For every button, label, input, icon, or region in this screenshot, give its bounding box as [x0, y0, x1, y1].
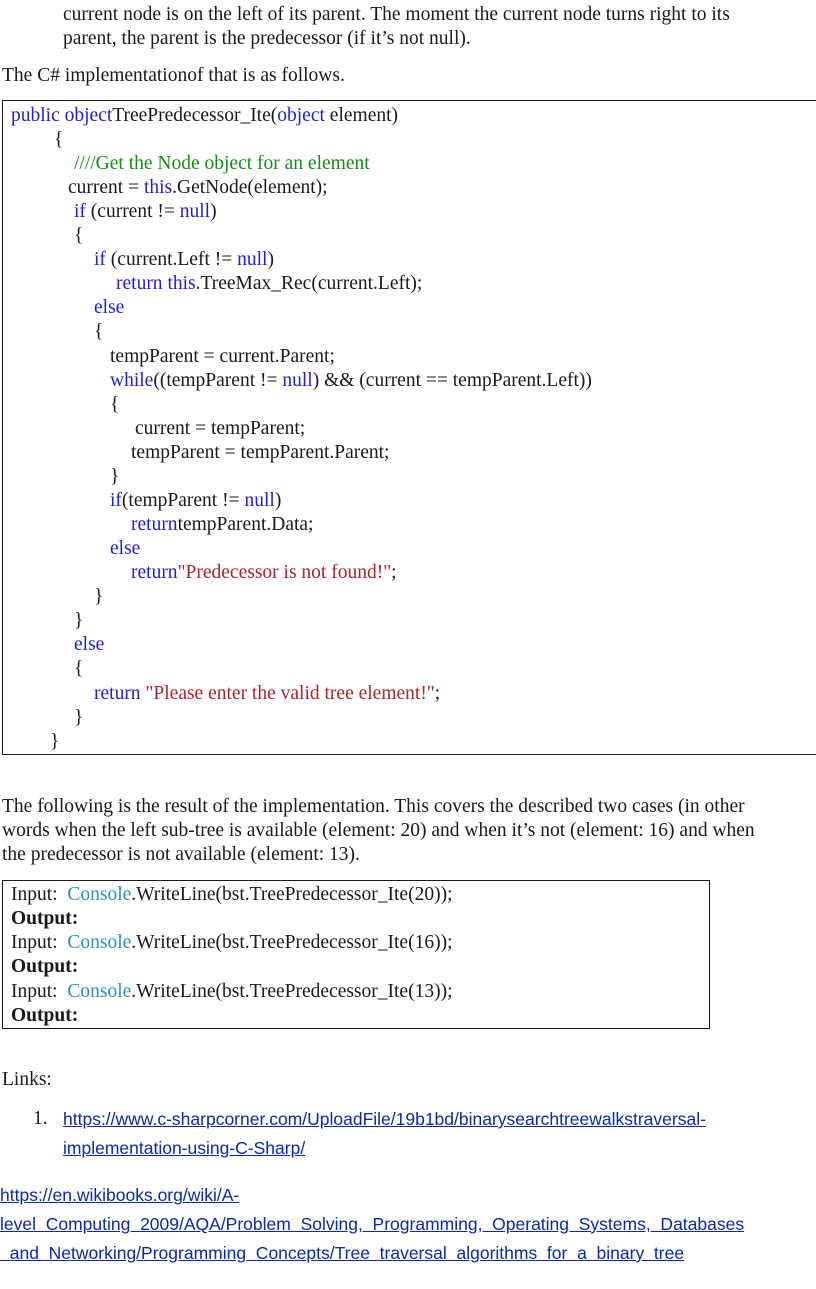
link-wikibooks-line-1[interactable]: https://en.wikibooks.org/wiki/A-: [0, 1185, 240, 1205]
keyword: public: [11, 105, 60, 126]
code-line: {: [94, 321, 104, 342]
string-literal: "Predecessor is not found!": [177, 562, 392, 583]
code-line: [131, 561, 397, 585]
code-text: .WriteLine(bst.TreePredecessor_Ite(13));: [131, 981, 453, 1002]
io-input-line: [11, 883, 452, 907]
code-text: ((tempParent !=: [153, 370, 283, 391]
keyword: return: [131, 514, 178, 535]
keyword: while: [110, 370, 154, 391]
io-output-label: Output:: [11, 956, 79, 977]
input-label: Input:: [11, 981, 68, 1002]
intro-line-2: parent, the parent is the predecessor (if it’s not null).: [63, 28, 471, 49]
keyword: if: [74, 201, 86, 222]
result-line-3: the predecessor is not available (element: 13).: [2, 844, 360, 865]
list-item-number: 1.: [33, 1108, 48, 1129]
code-text: ): [267, 249, 274, 270]
string-literal: "Please enter the valid tree element!": [140, 683, 435, 704]
code-text: .GetNode(element);: [172, 177, 328, 198]
code-line: [110, 369, 592, 393]
code-line: [74, 200, 217, 224]
code-line: }: [50, 731, 60, 752]
link-wikibooks-line-3[interactable]: and Networking/Programming Concepts/Tree traversal algorithms for a binary tree: [0, 1243, 685, 1263]
code-line: [110, 489, 281, 513]
links-heading: Links:: [2, 1069, 52, 1090]
code-comment: ////Get the Node object for an element: [74, 153, 370, 174]
code-text: element): [324, 105, 399, 126]
keyword: object: [277, 105, 325, 126]
code-line: tempParent = current.Parent;: [110, 346, 335, 367]
code-text: ): [210, 201, 217, 222]
code-line: [11, 104, 398, 128]
code-line: {: [74, 225, 84, 246]
link-c-sharpcorner-line-1[interactable]: https://www.c-sharpcorner.com/UploadFile/19b1bd/binarysearchtreewalkstraversal-: [63, 1109, 706, 1129]
code-line: tempParent = tempParent.Parent;: [131, 442, 390, 463]
code-text: (tempParent !=: [121, 490, 245, 511]
input-label: Input:: [11, 884, 68, 905]
keyword: if: [94, 249, 106, 270]
keyword: this: [162, 273, 196, 294]
class-name: Console: [67, 932, 132, 953]
input-label: Input:: [11, 932, 68, 953]
result-line-2: words when the left sub-tree is available (element: 20) and when it’s not (element: 16) and when: [2, 820, 755, 841]
code-line: current = tempParent;: [135, 418, 306, 439]
keyword: return: [116, 273, 163, 294]
code-text: .WriteLine(bst.TreePredecessor_Ite(20));: [131, 884, 453, 905]
code-text: TreePredecessor_Ite(: [112, 105, 278, 126]
keyword: object: [59, 105, 113, 126]
code-text: ;: [391, 562, 397, 583]
code-line: {: [74, 658, 84, 679]
code-line: [94, 682, 440, 706]
keyword: else: [74, 634, 105, 655]
code-text: current =: [68, 177, 144, 198]
code-text: ) && (current == tempParent.Left)): [312, 370, 592, 391]
intro-line-1: current node is on the left of its parent. The moment the current node turns right to its: [63, 4, 730, 25]
code-text: ;: [434, 683, 441, 704]
code-line: [68, 176, 328, 200]
code-text: (current.Left !=: [105, 249, 238, 270]
keyword: return: [94, 683, 141, 704]
result-line-1: The following is the result of the implementation. This covers the described two cases (in other: [2, 796, 745, 817]
keyword: this: [143, 177, 173, 198]
code-line: }: [110, 466, 120, 487]
keyword: null: [179, 201, 211, 222]
io-output-label: Output:: [11, 1005, 79, 1026]
code-line: {: [110, 394, 120, 415]
link-c-sharpcorner-line-2[interactable]: implementation-using-C-Sharp/: [63, 1138, 306, 1158]
code-text: .WriteLine(bst.TreePredecessor_Ite(16));: [131, 932, 453, 953]
link-wikibooks-line-2[interactable]: level Computing 2009/AQA/Problem Solving, Programming, Operating Systems, Databases: [0, 1214, 745, 1234]
keyword: null: [282, 370, 313, 391]
code-line: [116, 272, 422, 296]
code-line: [131, 513, 313, 537]
class-name: Console: [67, 981, 132, 1002]
code-text: .TreeMax_Rec(current.Left);: [195, 273, 423, 294]
keyword: null: [237, 249, 268, 270]
code-line: {: [54, 129, 64, 150]
io-input-line: [11, 980, 452, 1004]
keyword: return: [131, 562, 178, 583]
class-name: Console: [67, 884, 132, 905]
io-input-line: [11, 931, 452, 955]
code-text: ): [274, 490, 282, 511]
keyword: null: [244, 490, 275, 511]
implementation-caption: The C# implementationof that is as follows.: [2, 65, 345, 86]
keyword: if: [110, 490, 122, 511]
keyword: else: [94, 297, 125, 318]
code-line: }: [94, 586, 104, 607]
code-text: (current !=: [85, 201, 180, 222]
keyword: else: [110, 538, 141, 559]
code-text: tempParent.Data;: [177, 514, 314, 535]
code-line: }: [74, 610, 84, 631]
code-line: }: [74, 707, 84, 728]
io-output-label: Output:: [11, 908, 79, 929]
code-line: [94, 248, 274, 272]
